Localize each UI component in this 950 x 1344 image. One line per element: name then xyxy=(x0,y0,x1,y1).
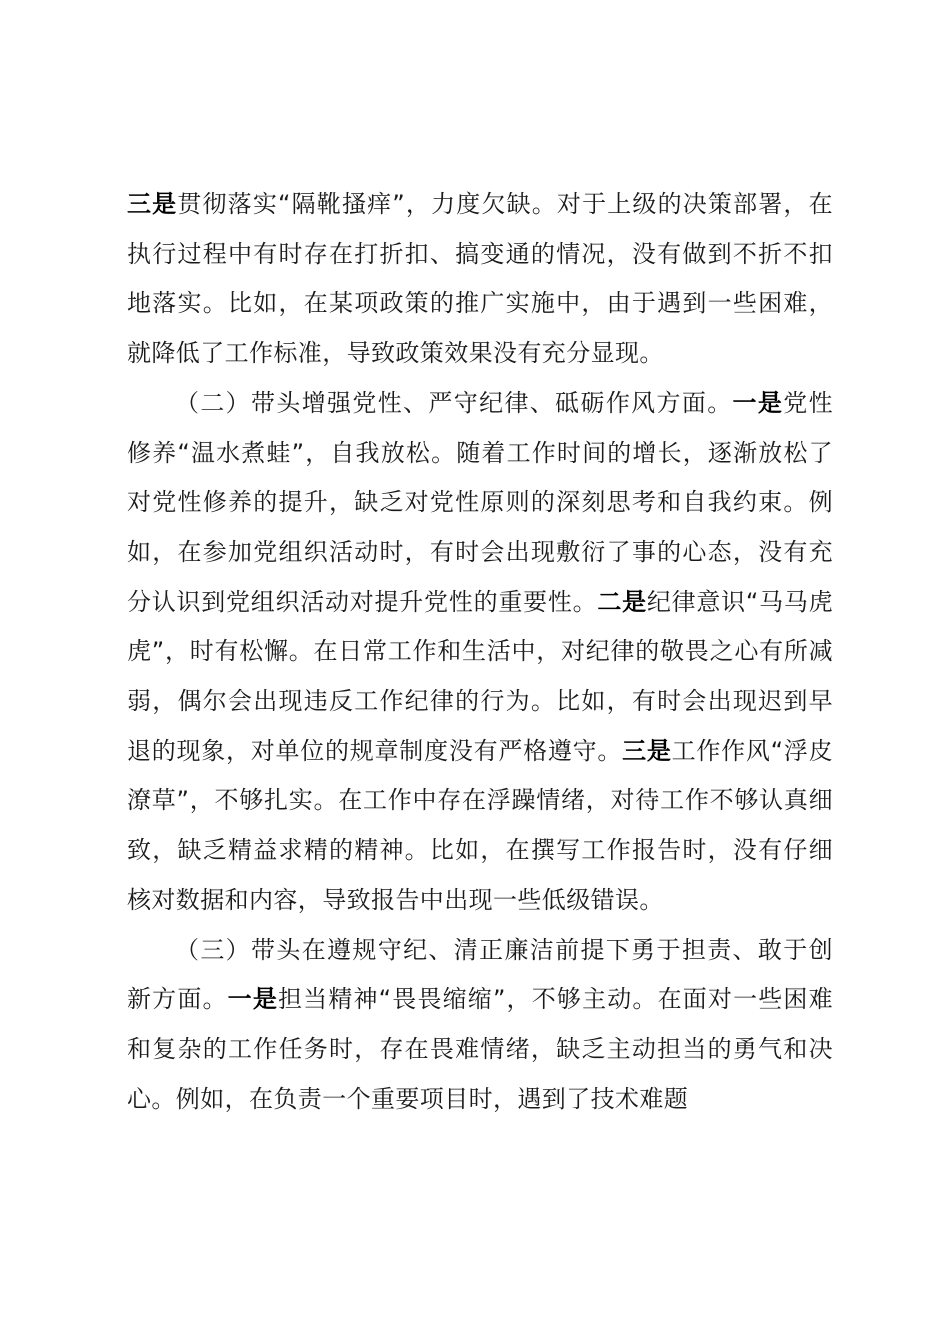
paragraph-text: 贯彻落实“隔靴搔痒”，力度欠缺。对于上级的决策部署，在执行过程中有时存在打折扣、搞变通的情况，没有做到不折不扣地落实。比如，在某项政策的推广实施中，由于遇到一些困难，就降低了工作标准，导致政策效果没有充分显现。 xyxy=(127,190,833,368)
paragraph-text: 工作作风“浮皮潦草”，不够扎实。在工作中存在浮躁情绪，对待工作不够认真细致，缺乏精益求精的精神。比如，在撰写工作报告时，没有仔细核对数据和内容，导致报告中出现一些低级错误。 xyxy=(127,736,833,914)
emphasis-label: 三是 xyxy=(622,736,672,765)
section-heading: （二）带头增强党性、严守纪律、砥砺作风方面。 xyxy=(175,388,733,417)
emphasis-label: 一是 xyxy=(227,985,279,1014)
paragraph-2 xyxy=(127,379,833,926)
paragraph-text: 纪律意识“马马虎虎”，时有松懈。在日常工作和生活中，对纪律的敬畏之心有所减弱，偶尔会出现违反工作纪律的行为。比如，有时会出现迟到早退的现象，对单位的规章制度没有严格遵守。 xyxy=(127,587,833,765)
section-heading: （三）带头在遵规守纪、清正廉洁前提下勇于担责、敢于创新方面。 xyxy=(127,935,833,1014)
paragraph-3 xyxy=(127,926,833,1125)
paragraph-text: 担当精神“畏畏缩缩”，不够主动。在面对一些困难和复杂的工作任务时，存在畏难情绪，缺乏主动担当的勇气和决心。例如，在负责一个重要项目时，遇到了技术难题 xyxy=(127,985,833,1113)
emphasis-label: 一是 xyxy=(732,388,784,417)
emphasis-label: 二是 xyxy=(597,587,647,616)
paragraph-text: 党性修养“温水煮蛙”，自我放松。随着工作时间的增长，逐渐放松了对党性修养的提升，缺乏对党性原则的深刻思考和自我约束。例如，在参加党组织活动时，有时会出现敷衍了事的心态，没有充分认识到党组织活动对提升党性的重要性。 xyxy=(127,388,833,616)
paragraph-1 xyxy=(127,180,833,379)
emphasis-label: 三是 xyxy=(127,190,178,218)
document-body xyxy=(127,180,833,1124)
